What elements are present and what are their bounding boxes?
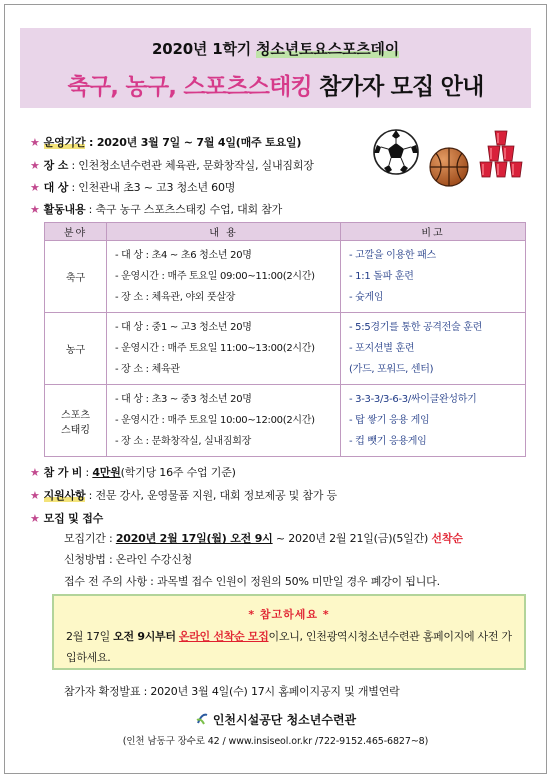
info-target	[30, 179, 235, 195]
table-header-row	[45, 223, 526, 241]
footer-org	[0, 711, 551, 728]
content-line: - 운영시간 : 매주 토요일 11:00~13:00(2시간)	[115, 343, 315, 354]
stacking-cups-icon	[476, 128, 526, 180]
star-bullet-icon: ★	[30, 512, 40, 525]
note-line: - 슛게임	[349, 292, 384, 303]
org-logo-icon	[195, 712, 209, 726]
header-subtitle	[20, 38, 531, 59]
content-cell	[107, 241, 341, 313]
star-bullet-icon: ★	[30, 181, 40, 194]
info-place	[30, 157, 314, 173]
content-cell	[107, 385, 341, 457]
note-cell	[341, 241, 526, 313]
first-come-label: 선착순	[431, 532, 463, 545]
org-name: 인천시설공단 청소년수련관	[212, 713, 357, 727]
star-bullet-icon: ★	[30, 203, 40, 216]
recruit-start: 2020년 2월 17일(월) 오전 9시	[115, 532, 273, 545]
title-sports: 축구, 농구, 스포츠스태킹	[67, 74, 312, 100]
note-line: - 탑 쌓기 응용 게임	[349, 415, 430, 426]
note-line: - 1:1 돌파 훈련	[349, 271, 414, 282]
period-label: 운영기간	[43, 136, 86, 149]
fee-note: (학기당 16주 수업 기준)	[120, 466, 236, 479]
table-row	[45, 385, 526, 457]
activity-label: 활동내용	[43, 203, 86, 216]
footer-address: (인천 남동구 장수로 42 / www.insiseol.or.kr /722-9152.465-6827~8)	[122, 736, 429, 747]
star-bullet-icon: ★	[30, 466, 40, 479]
note-line: - 포지션별 훈련	[349, 343, 415, 354]
page-title	[20, 68, 531, 101]
content-line: - 장 소 : 체육관, 야외 풋살장	[115, 292, 236, 303]
category-cell: 축구	[45, 241, 107, 313]
table-row	[45, 241, 526, 313]
info-activity	[30, 201, 282, 217]
info-support	[30, 487, 337, 503]
note-line: - 5:5경기를 통한 공격전술 훈련	[349, 322, 482, 333]
category-cell: 농구	[45, 313, 107, 385]
place-value: : 인천청소년수련관 체육관, 문화창작실, 실내짐회장	[68, 159, 314, 172]
fee-amount: 4만원	[92, 466, 121, 479]
recruit-end: ~ 2020년 2월 21일(금)(5일간)	[272, 532, 432, 545]
notice-body	[66, 626, 512, 668]
content-line: - 대 상 : 초3 ~ 중3 청소년 20명	[115, 394, 252, 405]
star-bullet-icon: ★	[30, 489, 40, 502]
header-content: 내 용	[107, 223, 341, 241]
notice-online: 온라인 선착순 모집	[178, 630, 269, 643]
table-row	[45, 313, 526, 385]
notice-time: 오전 9시부터	[113, 630, 176, 643]
title-recruit: 참가자 모집 안내	[311, 74, 484, 100]
category-cell: 스포츠 스태킹	[45, 385, 107, 457]
content-line: - 대 상 : 중1 ~ 고3 청소년 20명	[115, 322, 252, 333]
note-line: (가드, 포워드, 센터)	[349, 364, 434, 375]
info-recruit	[30, 510, 103, 526]
info-period	[30, 134, 301, 150]
announce-line: 참가자 확정발표 : 2020년 3월 4일(수) 17시 홈페이지공지 및 개별연락	[64, 685, 400, 698]
note-line: - 3-3-3/3-6-3/싸이클완성하기	[349, 394, 477, 405]
recruit-caution: 접수 전 주의 사항 : 과목별 접수 인원이 정원의 50% 미만일 경우 폐강이 됩니다.	[64, 575, 440, 588]
place-label: 장 소	[43, 159, 69, 172]
star-bullet-icon: ★	[30, 159, 40, 172]
content-line: - 운영시간 : 매주 토요일 09:00~11:00(2시간)	[115, 271, 315, 282]
recruit-period	[64, 530, 463, 546]
header-banner	[20, 28, 531, 108]
notice-rest: 이오니, 인천광역시청소년수련관 홈페이지에 사전 가입하세요.	[66, 630, 512, 664]
notice-title: * 참고하세요 *	[248, 608, 330, 621]
header-category: 분야	[45, 223, 107, 241]
soccer-ball-icon	[372, 128, 420, 176]
content-line: - 장 소 : 체육관	[115, 364, 180, 375]
info-fee: ★ 참 가 비 : 4만원(학기당 16주 수업 기준)	[30, 466, 236, 479]
note-cell	[341, 313, 526, 385]
content-cell	[107, 313, 341, 385]
note-cell	[341, 385, 526, 457]
star-bullet-icon: ★	[30, 136, 40, 149]
target-label: 대 상	[43, 181, 69, 194]
header-note: 비고	[341, 223, 526, 241]
fee-label: 참 가 비	[43, 466, 83, 479]
recruit-label: 모집 및 접수	[43, 512, 104, 525]
subtitle-prefix: 2020년 1학기	[151, 40, 257, 58]
notice-date: 2월 17일	[66, 630, 114, 643]
notice-box	[52, 594, 526, 670]
content-line: - 운영시간 : 매주 토요일 10:00~12:00(2시간)	[115, 415, 315, 426]
note-line: - 고깔을 이용한 패스	[349, 250, 436, 261]
target-value: : 인천관내 초3 ~ 고3 청소년 60명	[68, 181, 236, 194]
period-value: : 2020년 3월 7일 ~ 7월 4일(매주 토요일)	[85, 136, 302, 149]
note-line: - 컵 뺏기 응용게임	[349, 436, 427, 447]
subtitle-highlight: 청소년토요스포츠데이	[256, 40, 399, 58]
basketball-icon	[428, 146, 470, 188]
support-label: 지원사항	[43, 489, 86, 502]
content-line: - 대 상 : 초4 ~ 초6 청소년 20명	[115, 250, 252, 261]
schedule-table	[44, 222, 526, 457]
recruit-method: 신청방법 : 온라인 수강신청	[64, 553, 193, 566]
support-value: : 전문 강사, 운영물품 지원, 대회 정보제공 및 참가 등	[85, 489, 337, 502]
recruit-period-label: 모집기간 :	[64, 532, 116, 545]
activity-value: : 축구 농구 스포츠스태킹 수업, 대회 참가	[85, 203, 283, 216]
content-line: - 장 소 : 문화창작실, 실내짐회장	[115, 436, 251, 447]
